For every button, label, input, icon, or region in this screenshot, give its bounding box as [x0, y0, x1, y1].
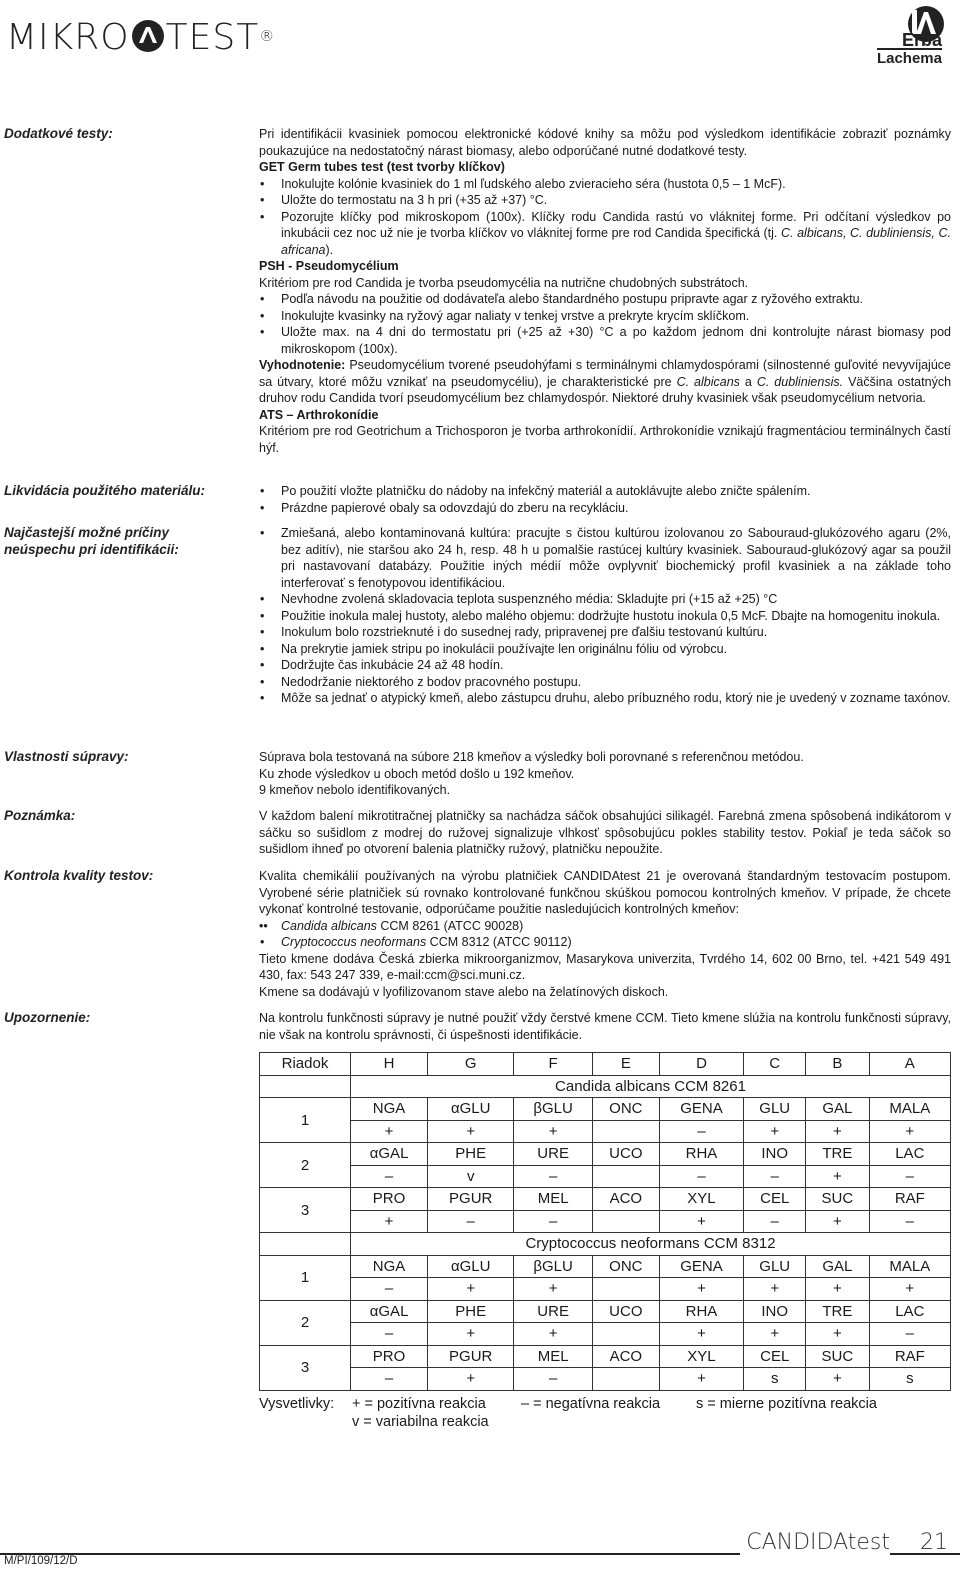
result-cell: +	[428, 1323, 514, 1346]
list-item: • Zmiešaná, alebo kontaminovaná kultúra: pracujte s čistou kultúrou izolovanou zo Sabouraud-glukózového agaru (2%, bez aditív), nie staršou ako 24 h, resp. 48 h u pomalšie rastúcej kultúry kvasiniek. Sabouraud-glukózový agar sa použil pri nastavovaní databázy. Použitie iných médií môže ovplyvniť biochemický profil kvasiniek a na základe toho interferovať s fenotypovou identifikáciou.	[259, 525, 951, 591]
legend-positive: + = pozitívna reakcia	[352, 1396, 486, 1412]
table-row	[260, 1368, 951, 1391]
table-row	[260, 1120, 951, 1143]
table-header-cell: G	[428, 1053, 514, 1076]
test-name-cell: RHA	[659, 1300, 744, 1323]
supplier-text: Tieto kmene dodáva Česká zbierka mikroorganizmov, Masarykova univerzita, Tvrdého 14, 602 00 Brno, tel. +421 549 491 430, fax: 543 247 339, e-mail:ccm@sci.muni.cz.	[259, 951, 951, 982]
section-content	[259, 525, 951, 707]
test-name-cell: RAF	[869, 1345, 950, 1368]
section-content	[259, 483, 951, 516]
list-item-close: ).	[325, 242, 334, 257]
strain-name: Cryptococcus neoformans	[281, 935, 427, 949]
result-cell: –	[659, 1165, 744, 1188]
table-row	[260, 1098, 951, 1121]
section-label: Likvidácia použitého materiálu:	[4, 483, 206, 498]
table-row	[260, 1345, 951, 1368]
test-name-cell: URE	[514, 1300, 593, 1323]
test-name-cell: RAF	[869, 1188, 950, 1211]
test-name-cell: PGUR	[428, 1188, 514, 1211]
row-number: 3	[260, 1345, 351, 1390]
row-number: 3	[260, 1188, 351, 1233]
strain-code: CCM 8312 (ATCC 90112)	[426, 935, 572, 949]
test-name-cell: MALA	[869, 1098, 950, 1121]
result-cell: –	[744, 1210, 806, 1233]
list-item: • Podľa návodu na použitie od dodávateľa alebo štandardného postupu pripravte agar z ryžového extraktu.	[259, 291, 951, 308]
test-name-cell: MEL	[514, 1188, 593, 1211]
test-name-cell: MEL	[514, 1345, 593, 1368]
result-cell: –	[659, 1120, 744, 1143]
text-line: Súprava bola testovaná na súbore 218 kmeňov a výsledky boli porovnané s referenčnou metódou.	[259, 750, 804, 764]
table-header-cell: Riadok	[260, 1053, 351, 1076]
test-name-cell: αGLU	[428, 1098, 514, 1121]
psh-intro: Kritériom pre rod Candida je tvorba pseudomycélia na nutrične chudobných substrátoch.	[259, 275, 749, 290]
test-name-cell: GAL	[806, 1255, 869, 1278]
list-item-text: Pozorujte klíčky pod mikroskopom (100x). Klíčky rodu Candida rastú vo vláknitej forme. Pri odčítaní výsledkov po inkubácii cez noc už nie je tvorba klíčkov vo vláknitej forme pre rod Candida špecifická (tj.	[281, 209, 951, 240]
list-item: • Prázdne papierové obaly sa odovzdajú do zberu na recykláciu.	[259, 500, 951, 517]
strain-title-row	[260, 1233, 951, 1256]
poznamka-text: V každom balení mikrotitračnej platničky sa nachádza sáčok obsahujúci silikagél. Farebná zmena spôsobená indikátorom v sáčku so sušidlom z modrej do ružovej signalizuje vlhkosť spôsobujúcu pokles stability testov. Pokiaľ je teda sáčok so sušidlom ihneď po otvorení balenia platničky ružový, platničku nepoužite.	[259, 809, 951, 856]
result-cell: +	[351, 1120, 428, 1143]
species-names: C. albicans, C. dubliniensis, C. africana	[281, 226, 951, 257]
result-cell: +	[514, 1278, 593, 1301]
test-name-cell: GENA	[659, 1255, 744, 1278]
supply-form-text: Kmene sa dodávajú v lyofilizovanom stave alebo na želatínových diskoch.	[259, 984, 669, 999]
test-name-cell: RHA	[659, 1143, 744, 1166]
result-cell: +	[806, 1210, 869, 1233]
psh-heading: PSH - Pseudomycélium	[259, 259, 399, 273]
test-name-cell: βGLU	[514, 1255, 593, 1278]
strain-code: CCM 8261 (ATCC 90028)	[376, 918, 524, 933]
table-row	[260, 1278, 951, 1301]
result-cell: +	[744, 1278, 806, 1301]
test-name-cell: ACO	[592, 1188, 659, 1211]
list-item: • Nevhodne zvolená skladovacia teplota suspenzného média: Skladujte pri (+15 až +25) °C	[259, 591, 951, 608]
test-name-cell: UCO	[592, 1300, 659, 1323]
registered-mark: ®	[259, 27, 276, 45]
result-cell: +	[428, 1368, 514, 1391]
list-item: • Inokulujte kolónie kvasiniek do 1 ml ľudského alebo zvieracieho séra (hustota 0,5 – 1 McF).	[259, 176, 951, 193]
test-name-cell: PRO	[351, 1188, 428, 1211]
section-content	[259, 1010, 951, 1043]
document-code: M/PI/109/12/D	[4, 1555, 78, 1567]
test-name-cell: MALA	[869, 1255, 950, 1278]
test-name-cell: ONC	[592, 1098, 659, 1121]
result-cell: +	[806, 1165, 869, 1188]
result-cell: +	[806, 1368, 869, 1391]
section-content	[259, 868, 951, 1000]
test-name-cell: ONC	[592, 1255, 659, 1278]
test-name-cell: CEL	[744, 1188, 806, 1211]
list-item: • Na prekrytie jamiek stripu po inokulácii používajte len originálnu fóliu od výrobcu.	[259, 641, 951, 658]
logo-erba: Erba	[901, 30, 942, 50]
table-header-cell: F	[514, 1053, 593, 1076]
result-cell: +	[744, 1120, 806, 1143]
result-cell: +	[806, 1278, 869, 1301]
table-row	[260, 1323, 951, 1346]
result-cell: –	[869, 1165, 950, 1188]
result-cell	[592, 1278, 659, 1301]
test-name-cell: ACO	[592, 1345, 659, 1368]
result-cell: +	[659, 1278, 744, 1301]
result-cell: –	[744, 1165, 806, 1188]
upozornenie-text: Na kontrolu funkčnosti súpravy je nutné použiť vždy čerstvé kmene CCM. Tieto kmene slúžia na kontrolu funkčnosti súpravy, nie však na kontrolu správnosti, či úspešnosti identifikácie.	[259, 1011, 951, 1042]
table-header-cell: E	[592, 1053, 659, 1076]
result-cell: +	[806, 1323, 869, 1346]
list-item: • Môže sa jednať o atypický kmeň, alebo zástupcu druhu, alebo príbuzného rodu, ktorý nie je uvedený v zozname taxónov.	[259, 690, 951, 707]
result-cell: +	[659, 1368, 744, 1391]
test-name-cell: URE	[514, 1143, 593, 1166]
test-name-cell: GAL	[806, 1098, 869, 1121]
test-name-cell: LAC	[869, 1300, 950, 1323]
reaction-table	[259, 1052, 951, 1391]
result-cell: –	[869, 1210, 950, 1233]
test-name-cell: NGA	[351, 1098, 428, 1121]
result-cell: +	[806, 1120, 869, 1143]
empty-cell	[260, 1233, 351, 1256]
table-header-cell: A	[869, 1053, 950, 1076]
intro-paragraph: Pri identifikácii kvasiniek pomocou elektronické kódové knihy sa môžu pod výsledkom identifikácie zobraziť poznámky poukazujúce na nedostatočný nárast biomasy, alebo odporúčané nutné dodatkové testy.	[259, 127, 951, 158]
result-cell: +	[744, 1323, 806, 1346]
list-item: • Dodržujte čas inkubácie 24 až 48 hodín.	[259, 657, 951, 674]
reaction-table-body	[260, 1053, 951, 1391]
test-name-cell: PGUR	[428, 1345, 514, 1368]
result-cell	[592, 1165, 659, 1188]
section-label: Upozornenie:	[4, 1010, 91, 1025]
vyhodnotenie-paragraph	[259, 357, 951, 407]
legend-variable: v = variabilna reakcia	[352, 1414, 489, 1430]
result-cell: –	[351, 1323, 428, 1346]
empty-cell	[260, 1075, 351, 1098]
row-number: 2	[260, 1300, 351, 1345]
test-name-cell: INO	[744, 1300, 806, 1323]
table-header-cell: H	[351, 1053, 428, 1076]
result-cell: +	[869, 1278, 950, 1301]
result-cell: –	[514, 1210, 593, 1233]
result-cell: –	[428, 1210, 514, 1233]
test-name-cell: CEL	[744, 1345, 806, 1368]
test-name-cell: PRO	[351, 1345, 428, 1368]
vyhodnotenie-text: Pseudomycélium tvorené pseudohýfami s terminálnymi chlamydospórami (silnostenné guľovité nevyvíjajúce sa útvary, ktoré môžu vznikať na pseudomycéliu), je charakteristické pre	[259, 358, 951, 389]
table-row	[260, 1165, 951, 1188]
result-cell	[592, 1323, 659, 1346]
la-mark-icon	[130, 19, 166, 53]
text-line: Ku zhode výsledkov u oboch metód došlo u 192 kmeňov.	[259, 766, 575, 781]
table-header-cell: B	[806, 1053, 869, 1076]
test-name-cell: TRE	[806, 1300, 869, 1323]
kontrola-text: Kvalita chemikálií používaných na výrobu platničiek CANDIDAtest 21 je overovaná štandardným testovacím postupom. Vyrobené série platničiek sú rovnako kontrolované funkčnou skúškou pomocou kontrolných kmeňov. V prípade, že chcete vykonať kontrolné testovanie, odporúčame použitie nasledujúcich kontrolných kmeňov:	[259, 869, 951, 916]
table-header-cell: C	[744, 1053, 806, 1076]
list-item: • Použitie inokula malej hustoty, alebo malého objemu: dodržujte hustotu inokula 0,5 McF. Dbajte na homogenitu inokula.	[259, 608, 951, 625]
result-cell: +	[514, 1323, 593, 1346]
vyhodnotenie-text-2: Väčšina ostatných druhov rodu Candida tvorí pseudomycélium bez chlamydospór. Niektoré druhy kvasiniek však pseudomycélium netvoria.	[259, 374, 952, 405]
table-header-cell: D	[659, 1053, 744, 1076]
test-name-cell: αGAL	[351, 1143, 428, 1166]
table-row	[260, 1143, 951, 1166]
strain-title: Cryptococcus neoformans CCM 8312	[351, 1233, 951, 1256]
result-cell: –	[351, 1165, 428, 1188]
table-row	[260, 1210, 951, 1233]
list-item: • Inokulujte kvasinky na ryžový agar naliaty v tenkej vrstve a prekryte krycím sklíčkom.	[259, 308, 951, 325]
result-cell	[592, 1368, 659, 1391]
section-label: Najčastejší možné príčiny neúspechu pri identifikácii:	[4, 525, 179, 557]
test-name-cell: GLU	[744, 1255, 806, 1278]
test-name-cell: GLU	[744, 1098, 806, 1121]
erba-lachema-logo	[850, 4, 950, 70]
legend-weak-positive: s = mierne pozitívna reakcia	[696, 1396, 877, 1412]
table-row	[260, 1300, 951, 1323]
test-name-cell: TRE	[806, 1143, 869, 1166]
strain-item	[259, 934, 951, 951]
result-cell: –	[869, 1323, 950, 1346]
table-row	[260, 1188, 951, 1211]
test-name-cell: PHE	[428, 1143, 514, 1166]
row-number: 1	[260, 1098, 351, 1143]
test-name-cell: NGA	[351, 1255, 428, 1278]
section-content	[259, 749, 951, 799]
result-cell: –	[514, 1368, 593, 1391]
ats-text: Kritériom pre rod Geotrichum a Trichosporon je tvorba arthrokonídií. Arthrokonídie vznikajú fragmentáciou terminálnych častí hýf.	[259, 424, 951, 455]
result-cell: +	[514, 1120, 593, 1143]
list-item: • Nedodržanie niektorého z bodov pracovného postupu.	[259, 674, 951, 691]
list-item: • Uložte do termostatu na 3 h pri (+35 až +37) °C.	[259, 192, 951, 209]
test-name-cell: XYL	[659, 1188, 744, 1211]
mikrolatest-logo	[6, 18, 275, 58]
vyhodnotenie-label: Vyhodnotenie:	[259, 358, 346, 372]
logo-lachema: Lachema	[876, 50, 942, 67]
result-cell: +	[659, 1323, 744, 1346]
result-cell: +	[428, 1120, 514, 1143]
list-item: • Uložte max. na 4 dni do termostatu pri (+25 až +30) °C a po každom jednom dni kontrolujte nárast biomasy pod mikroskopom (100x).	[259, 324, 951, 357]
legend-label: Vysvetlivky:	[259, 1396, 335, 1412]
result-cell: –	[514, 1165, 593, 1188]
strain-title: Candida albicans CCM 8261	[351, 1075, 951, 1098]
row-number: 1	[260, 1255, 351, 1300]
strain-name: Candida albicans	[281, 918, 377, 933]
section-label: Poznámka:	[4, 808, 76, 823]
test-name-cell: PHE	[428, 1300, 514, 1323]
result-cell: s	[744, 1368, 806, 1391]
legend-negative: – = negatívna reakcia	[521, 1396, 661, 1412]
test-name-cell: UCO	[592, 1143, 659, 1166]
section-label: Kontrola kvality testov:	[4, 868, 154, 883]
result-cell: s	[869, 1368, 950, 1391]
table-header-row	[260, 1053, 951, 1076]
page-header	[0, 0, 960, 80]
result-cell: v	[428, 1165, 514, 1188]
list-item	[259, 209, 951, 259]
get-heading: GET Germ tubes test (test tvorby klíčkov)	[259, 160, 505, 174]
result-cell	[592, 1210, 659, 1233]
test-name-cell: XYL	[659, 1345, 744, 1368]
logo-text-mikro: MIKRO	[6, 17, 130, 58]
list-item: • Po použití vložte platničku do nádoby na infekčný materiál a autoklávujte alebo zničte spálením.	[259, 483, 951, 500]
result-cell: +	[351, 1210, 428, 1233]
section-content	[259, 126, 951, 456]
test-name-cell: βGLU	[514, 1098, 593, 1121]
species-name: C. dubliniensis.	[756, 374, 844, 389]
test-name-cell: αGLU	[428, 1255, 514, 1278]
test-name-cell: SUC	[806, 1188, 869, 1211]
table-row	[260, 1255, 951, 1278]
footer-page-number: 21	[920, 1530, 948, 1555]
test-name-cell: GENA	[659, 1098, 744, 1121]
section-content	[259, 808, 951, 858]
strain-title-row	[260, 1075, 951, 1098]
footer-product-name: CANDIDAtest	[740, 1530, 890, 1555]
ats-heading: ATS – Arthrokonídie	[259, 407, 379, 422]
strain-item	[259, 918, 951, 935]
test-name-cell: SUC	[806, 1345, 869, 1368]
section-label: Vlastnosti súpravy:	[4, 749, 129, 764]
conjunction: a	[739, 374, 757, 389]
list-item: • Inokulum bolo rozstrieknuté i do susednej rady, pripravenej pre ďalšiu testovanú kultúru.	[259, 624, 951, 641]
row-number: 2	[260, 1143, 351, 1188]
test-name-cell: αGAL	[351, 1300, 428, 1323]
result-cell: –	[351, 1368, 428, 1391]
logo-text-test: TEST	[165, 17, 260, 58]
result-cell: +	[869, 1120, 950, 1143]
test-name-cell: INO	[744, 1143, 806, 1166]
result-cell: –	[351, 1278, 428, 1301]
result-cell: +	[428, 1278, 514, 1301]
result-cell: +	[659, 1210, 744, 1233]
text-line: 9 kmeňov nebolo identifikovaných.	[259, 783, 451, 797]
section-label: Dodatkové testy:	[4, 126, 113, 141]
species-name: C. albicans	[676, 374, 740, 389]
result-cell	[592, 1120, 659, 1143]
test-name-cell: LAC	[869, 1143, 950, 1166]
